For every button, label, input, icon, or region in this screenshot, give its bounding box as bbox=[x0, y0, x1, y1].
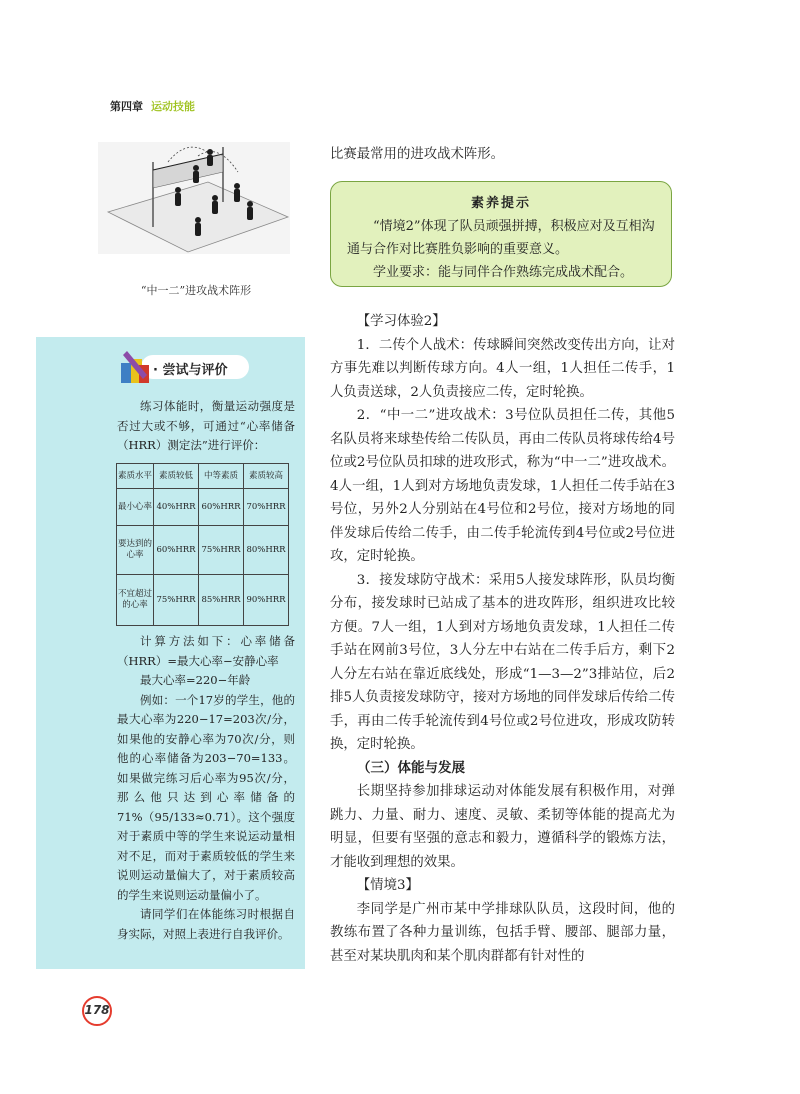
paragraph: 长期坚持参加排球运动对体能发展有积极作用，对弹跳力、力量、耐力、速度、灵敏、柔韧等体能的提高尤为明显，但要有坚强的意志和毅力，遵循科学的锻炼方法，才能收到理想的效果。 bbox=[330, 784, 675, 870]
sidebar-title: · 尝试与评价 bbox=[153, 363, 228, 378]
calc-formula: 最大心率=220−年龄 bbox=[140, 673, 251, 687]
literacy-tip-box bbox=[330, 181, 672, 287]
table-row bbox=[117, 464, 289, 489]
experience2-item: 1．二传个人战术：传球瞬间突然改变传出方向，让对方事先难以判断传球方向。4人一组，1人担任二传手，1人负责送球，2人负责接应二传，定时轮换。 bbox=[330, 337, 675, 400]
volleyball-formation-illustration bbox=[98, 142, 290, 254]
table-header: 素质较高 bbox=[244, 464, 289, 489]
calc-formula: 计算方法如下：心率储备（HRR）=最大心率−安静心率 bbox=[117, 634, 295, 668]
table-cell: 70%HRR bbox=[244, 489, 289, 526]
closing-paragraph: 请同学们在体能练习时根据自身实际，对照上表进行自我评价。 bbox=[117, 907, 295, 941]
table-corner: 素质水平 bbox=[117, 464, 154, 489]
sidebar-calc-block bbox=[117, 632, 295, 944]
experience2-heading: 【学习体验2】 bbox=[356, 314, 446, 329]
table-cell: 60%HRR bbox=[154, 526, 199, 575]
hrr-table bbox=[116, 463, 289, 626]
table-row bbox=[117, 575, 289, 626]
table-cell: 60%HRR bbox=[199, 489, 244, 526]
table-header: 中等素质 bbox=[199, 464, 244, 489]
chapter-label: 第四章 bbox=[110, 100, 143, 113]
pencil-books-icon bbox=[117, 349, 157, 385]
table-cell: 75%HRR bbox=[199, 526, 244, 575]
situation3-heading: 【情境3】 bbox=[356, 878, 419, 893]
table-cell: 85%HRR bbox=[199, 575, 244, 626]
table-cell: 75%HRR bbox=[154, 575, 199, 626]
table-row bbox=[117, 489, 289, 526]
table-row bbox=[117, 526, 289, 575]
example-paragraph: 例如：一个17岁的学生，他的最大心率为220−17=203次/分，如果他的安静心率为70次/分，则他的心率储备为203−70=133。如果做完练习后心率为95次/分，那么他只达到心率储备的71%（95/133≈0.71）。这个强度对于素质中等的学生来说运动量相对不足，而对于素质较低的学生来说则运动量偏大了，对于素质较高的学生来说则运动量偏小了。 bbox=[117, 692, 295, 902]
table-cell: 90%HRR bbox=[244, 575, 289, 626]
page-number: 178 bbox=[82, 996, 112, 1026]
sidebar-intro: 练习体能时，衡量运动强度是否过大或不够，可通过“心率储备（HRR）测定法”进行评价： bbox=[117, 399, 295, 452]
main-top-line bbox=[330, 143, 675, 167]
figure-caption: “中一二”进攻战术阵形 bbox=[140, 284, 252, 297]
row-label: 不宜超过的心率 bbox=[117, 575, 154, 626]
chapter-header bbox=[110, 98, 195, 114]
paragraph: 李同学是广州市某中学排球队队员，这段时间，他的教练布置了各种力量训练，包括手臂、腰部、腿部力量，甚至对某块肌肉和某个肌肉群都有针对性的 bbox=[330, 901, 675, 964]
table-header: 素质较低 bbox=[154, 464, 199, 489]
row-label: 最小心率 bbox=[117, 489, 154, 526]
sidebar-heading bbox=[117, 349, 257, 385]
table-cell: 40%HRR bbox=[154, 489, 199, 526]
sidebar-intro-block bbox=[117, 397, 295, 456]
table-cell: 80%HRR bbox=[244, 526, 289, 575]
experience2-item: 2．“中一二”进攻战术：3号位队员担任二传，其他5名队员将来球垫传给二传队员，再由二传队员将球传给4号位或2号位队员扣球的进攻形式，称为“中一二”进攻战术。4人一组，1人到对方场地负责发球，1人担任二传手站在3号位，另外2人分别站在4号位和2号位，接对方场地的同伴发球后传给二传手，由二传手轮流传到4号位或2号位进攻，定时轮换。 bbox=[330, 408, 675, 564]
section-heading: （三）体能与发展 bbox=[357, 759, 465, 776]
tip-line: 学业要求：能与同伴合作熟练完成战术配合。 bbox=[373, 265, 634, 280]
row-label: 要达到的心率 bbox=[117, 526, 154, 575]
experience2-section bbox=[330, 310, 675, 968]
tip-title: 素养提示 bbox=[470, 196, 531, 211]
chapter-topic: 运动技能 bbox=[151, 100, 195, 113]
tip-line: “情境2”体现了队员顽强拼搏，积极应对及互相沟通与合作对比赛胜负影响的重要意义。 bbox=[347, 219, 655, 257]
experience2-item: 3．接发球防守战术：采用5人接发球阵形，队员均衡分布，接发球时已站成了基本的进攻阵形，组织进攻比较方便。7人一组，1人到对方场地负责发球，1人担任二传手站在网前3号位，3人分左中右站在二传手后方，剩下2人分左右站在靠近底线处，形成“1—3—2”3排站位，后2排5人负责接发球防守，接对方场地的同伴发球后传给二传手，再由二传手轮流传到4号位或2号位进攻，形成攻防转换，定时轮换。 bbox=[330, 572, 675, 752]
paragraph: 比赛最常用的进攻战术阵形。 bbox=[330, 147, 505, 162]
